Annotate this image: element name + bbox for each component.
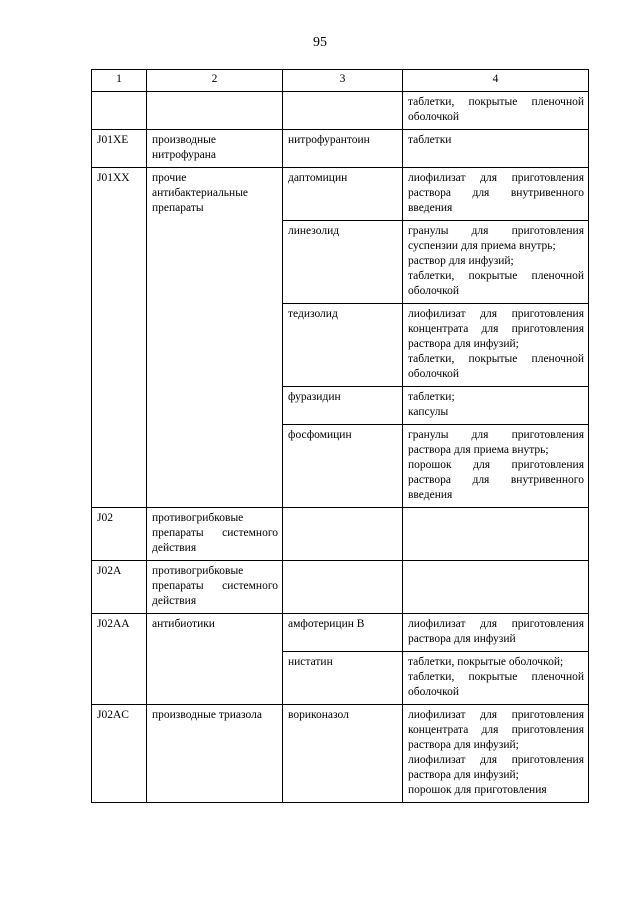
group-name-cell: антибиотики [147, 614, 283, 705]
dosage-form-line: лиофилизат для приготовления концентрата для приготовления раствора для инфузий; [408, 709, 584, 751]
atc-code-cell: J02A [92, 561, 147, 614]
atc-code-cell [92, 92, 147, 130]
group-name-cell: производные триазола [147, 705, 283, 803]
dosage-form-line: таблетки, покрытые пленочной оболочкой [408, 96, 584, 123]
drug-name-cell [283, 92, 403, 130]
table-row [92, 168, 589, 221]
dosage-forms-cell [403, 561, 589, 614]
atc-code-cell: J01XX [92, 168, 147, 508]
group-name-cell: противогрибковые препараты системного действия [147, 561, 283, 614]
drug-name-cell: фосфомицин [283, 425, 403, 508]
empty-spacer [408, 511, 584, 526]
drug-name-cell [283, 508, 403, 561]
drug-name-cell: нитрофурантоин [283, 130, 403, 168]
dosage-forms-cell [403, 652, 589, 705]
dosage-form-line: гранулы для приготовления раствора для приема внутрь; [408, 429, 584, 456]
dosage-forms-cell [403, 705, 589, 803]
dosage-form-line: порошок для приготовления раствора для внутривенного введения [408, 459, 584, 501]
table-row [92, 92, 589, 130]
dosage-forms-cell [403, 387, 589, 425]
dosage-form-line: раствор для инфузий; [408, 255, 514, 267]
dosage-form-line: капсулы [408, 406, 449, 418]
drug-name-cell: амфотерицин В [283, 614, 403, 652]
drug-table-body [92, 70, 589, 803]
dosage-forms-cell [403, 92, 589, 130]
dosage-forms-cell [403, 304, 589, 387]
header-cell-1: 1 [92, 70, 147, 92]
atc-code-cell: J01XE [92, 130, 147, 168]
dosage-forms-cell [403, 425, 589, 508]
dosage-form-line: таблетки, покрытые пленочной оболочкой [408, 270, 584, 297]
header-row [92, 70, 589, 92]
drug-name-cell: нистатин [283, 652, 403, 705]
dosage-form-line: таблетки, покрытые оболочкой; [408, 656, 564, 668]
header-cell-2: 2 [147, 70, 283, 92]
dosage-form-line: лиофилизат для приготовления раствора для внутривенного введения [408, 172, 584, 214]
table-row [92, 705, 589, 803]
drug-name-cell [283, 561, 403, 614]
table-row [92, 130, 589, 168]
drug-name-cell: фуразидин [283, 387, 403, 425]
dosage-forms-cell [403, 614, 589, 652]
dosage-forms-cell [403, 508, 589, 561]
atc-code-cell: J02AA [92, 614, 147, 705]
header-cell-3: 3 [283, 70, 403, 92]
group-name-cell: противогрибковые препараты системного действия [147, 508, 283, 561]
table-row [92, 614, 589, 652]
dosage-form-line: таблетки, покрытые пленочной оболочкой [408, 353, 584, 380]
dosage-form-line: таблетки [408, 134, 452, 146]
empty-spacer [408, 564, 584, 579]
group-name-cell: прочие антибактериальные препараты [147, 168, 283, 508]
atc-code-cell: J02 [92, 508, 147, 561]
dosage-form-line: лиофилизат для приготовления раствора для инфузий; [408, 754, 584, 781]
page-number: 95 [313, 35, 327, 50]
group-name-cell [147, 92, 283, 130]
group-name-cell: производные нитрофурана [147, 130, 283, 168]
drug-name-cell: линезолид [283, 221, 403, 304]
table-row [92, 561, 589, 614]
dosage-form-line: таблетки; [408, 391, 455, 403]
dosage-form-line: таблетки, покрытые пленочной оболочкой [408, 671, 584, 698]
header-cell-4: 4 [403, 70, 589, 92]
drug-name-cell: даптомицин [283, 168, 403, 221]
dosage-forms-cell [403, 130, 589, 168]
dosage-form-line: порошок для приготовления [408, 784, 547, 796]
table-row [92, 508, 589, 561]
atc-code-cell: J02AC [92, 705, 147, 803]
dosage-forms-cell [403, 221, 589, 304]
dosage-forms-cell [403, 168, 589, 221]
dosage-form-line: лиофилизат для приготовления концентрата для приготовления раствора для инфузий; [408, 308, 584, 350]
dosage-form-line: гранулы для приготовления суспензии для приема внутрь; [408, 225, 584, 252]
drug-name-cell: вориконазол [283, 705, 403, 803]
drug-name-cell: тедизолид [283, 304, 403, 387]
drug-table [91, 69, 589, 803]
dosage-form-line: лиофилизат для приготовления раствора для инфузий [408, 618, 584, 645]
